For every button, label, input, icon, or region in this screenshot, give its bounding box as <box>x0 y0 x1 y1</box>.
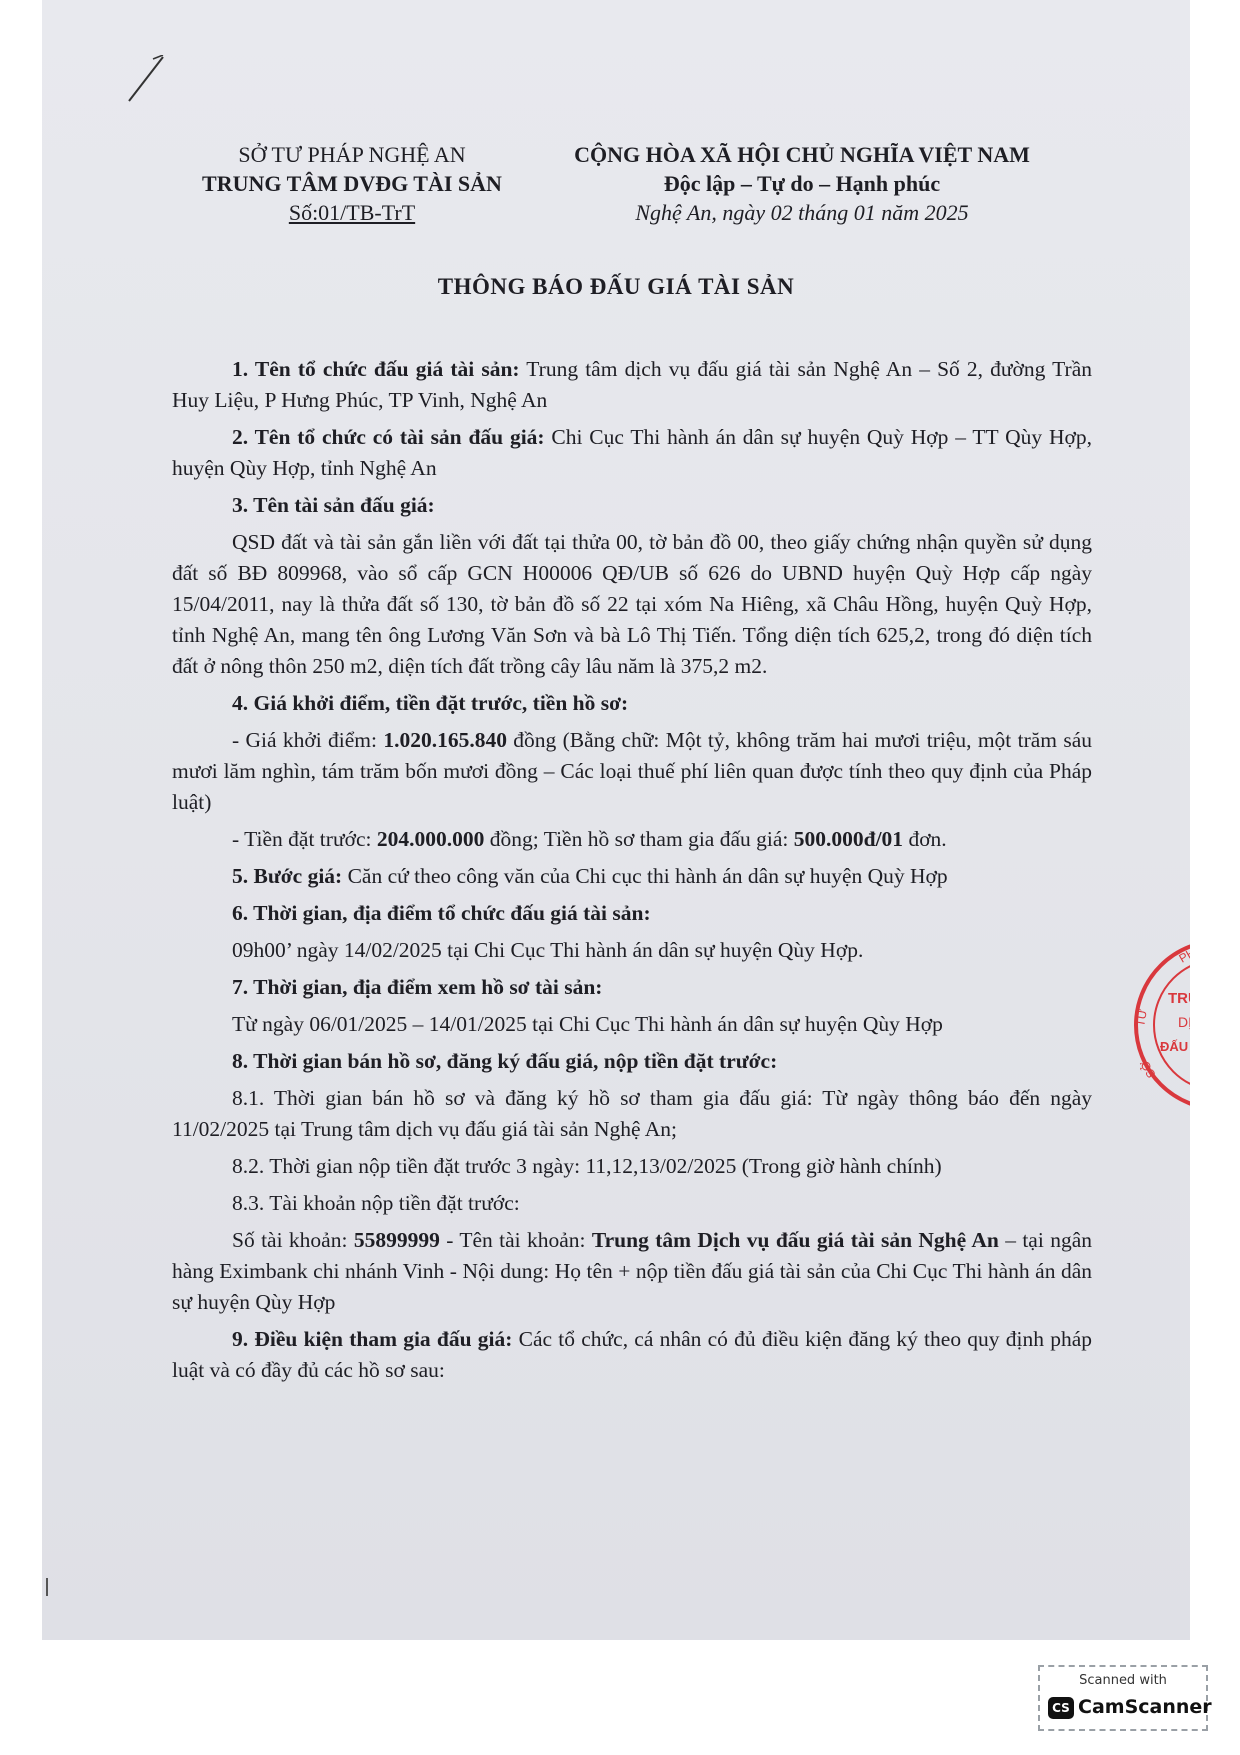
header-right <box>537 140 1067 227</box>
stamp-text: TRUNG T <box>1168 990 1235 1007</box>
stamp-arc-text: PHÁP <box>1176 937 1212 966</box>
document-title: THÔNG BÁO ĐẤU GIÁ TÀI SẢN <box>437 274 795 299</box>
watermark-caption: Scanned with <box>1079 1673 1167 1688</box>
section-8-3: 8.3. Tài khoản nộp tiền đặt trước: <box>232 1191 520 1215</box>
camscanner-logo-icon: CS <box>1048 1697 1074 1719</box>
section-1: 1. Tên tổ chức đấu giá tài sản: Trung tâm dịch vụ đấu giá tài sản Nghệ An – Số 2, đường Trần Huy Liệu, P Hưng Phúc, TP Vinh, Nghệ An <box>172 357 1092 412</box>
section-3-heading: 3. Tên tài sản đấu giá: <box>232 493 435 517</box>
section-4-heading: 4. Giá khởi điểm, tiền đặt trước, tiền hồ sơ: <box>232 691 629 715</box>
section-5: 5. Bước giá: Căn cứ theo công văn của Chi cục thi hành án dân sự huyện Quỳ Hợp <box>232 864 948 888</box>
stamp-arc-text: TƯ <box>1133 1007 1151 1028</box>
section-2: 2. Tên tổ chức có tài sản đấu giá: Chi Cục Thi hành án dân sự huyện Quỳ Hợp – TT Qùy Hợp, huyện Qùy Hợp, tỉnh Nghệ An <box>172 425 1092 480</box>
section-6-text: 09h00’ ngày 14/02/2025 tại Chi Cục Thi hành án dân sự huyện Qùy Hợp. <box>232 938 864 962</box>
national-motto: Độc lập – Tự do – Hạnh phúc <box>663 171 941 196</box>
document-number: Số:01/TB-TrT <box>288 200 416 225</box>
section-6-heading: 6. Thời gian, địa điểm tổ chức đấu giá tài sản: <box>232 901 651 925</box>
camscanner-watermark <box>1038 1665 1212 1731</box>
red-seal-stamp: PHÁP TƯ SỞ TRUNG T DỊCH V ĐẤU GIÁ TÀI ★ <box>1130 935 1190 1115</box>
starting-price: - Giá khởi điểm: 1.020.165.840 đồng (Bằng chữ: Một tỷ, không trăm hai mươi triệu, một trăm sáu mươi lăm nghìn, tám trăm bốn mươi đồng – Các loại thuế phí liên quan được tính theo quy định của Pháp luật) <box>172 728 1092 814</box>
header-left <box>172 140 532 227</box>
deposit-and-fee: - Tiền đặt trước: 204.000.000 đồng; Tiền hồ sơ tham gia đấu giá: 500.000đ/01 đơn. <box>232 827 947 851</box>
section-7-heading: 7. Thời gian, địa điểm xem hồ sơ tài sản: <box>232 975 603 999</box>
national-title: CỘNG HÒA XÃ HỘI CHỦ NGHĨA VIỆT NAM <box>574 142 1030 167</box>
margin-mark <box>46 1578 48 1596</box>
document-date: Nghệ An, ngày 02 tháng 01 năm 2025 <box>635 200 969 225</box>
stamp-text: ĐẤU GIÁ TÀI <box>1160 1039 1240 1054</box>
section-9: 9. Điều kiện tham gia đấu giá: Các tổ chức, cá nhân có đủ điều kiện đăng ký theo quy định pháp luật và có đầy đủ các hồ sơ sau: <box>172 1327 1092 1382</box>
stamp-text: DỊCH V <box>1178 1014 1226 1030</box>
stamp-arc-text: SỞ <box>1137 1057 1159 1081</box>
scanned-page <box>42 0 1240 1640</box>
bank-account: Số tài khoản: 55899999 - Tên tài khoản: Trung tâm Dịch vụ đấu giá tài sản Nghệ An – tại ngân hàng Eximbank chi nhánh Vinh - Nội dung: Họ tên + nộp tiền đấu giá tài sản của Chi Cục Thi hành án dân sự huyện Qùy Hợp <box>172 1228 1092 1314</box>
document-body <box>172 354 1092 1392</box>
section-8-heading: 8. Thời gian bán hồ sơ, đăng ký đấu giá, nộp tiền đặt trước: <box>232 1049 778 1073</box>
section-7-text: Từ ngày 06/01/2025 – 14/01/2025 tại Chi Cục Thi hành án dân sự huyện Qùy Hợp <box>232 1012 943 1036</box>
pen-mark <box>127 55 207 105</box>
agency-parent: SỞ TƯ PHÁP NGHỆ AN <box>238 142 466 167</box>
agency-name: TRUNG TÂM DVĐG TÀI SẢN <box>202 171 502 196</box>
section-8-2: 8.2. Thời gian nộp tiền đặt trước 3 ngày: 11,12,13/02/2025 (Trong giờ hành chính) <box>232 1154 942 1178</box>
section-8-1: 8.1. Thời gian bán hồ sơ và đăng ký hồ sơ tham gia đấu giá: Từ ngày thông báo đến ngày 11/02/2025 tại Trung tâm dịch vụ đấu giá tài sản Nghệ An; <box>172 1086 1092 1141</box>
watermark-brand: CamScanner <box>1078 1696 1212 1718</box>
section-3-text: QSD đất và tài sản gắn liền với đất tại thửa 00, tờ bản đồ 00, theo giấy chứng nhận quyền sử dụng đất số BĐ 809968, vào sổ cấp GCN H00006 QĐ/UB số 626 do UBND huyện Quỳ Hợp cấp ngày 15/04/2011, nay là thửa đất số 130, tờ bản đồ số 22 tại xóm Na Hiêng, xã Châu Hồng, huyện Quỳ Hợp, tỉnh Nghệ An, mang tên ông Lương Văn Sơn và bà Lô Thị Tiến. Tổng diện tích 625,2, trong đó diện tích đất ở nông thôn 250 m2, diện tích đất trồng cây lâu năm là 375,2 m2. <box>172 530 1092 678</box>
